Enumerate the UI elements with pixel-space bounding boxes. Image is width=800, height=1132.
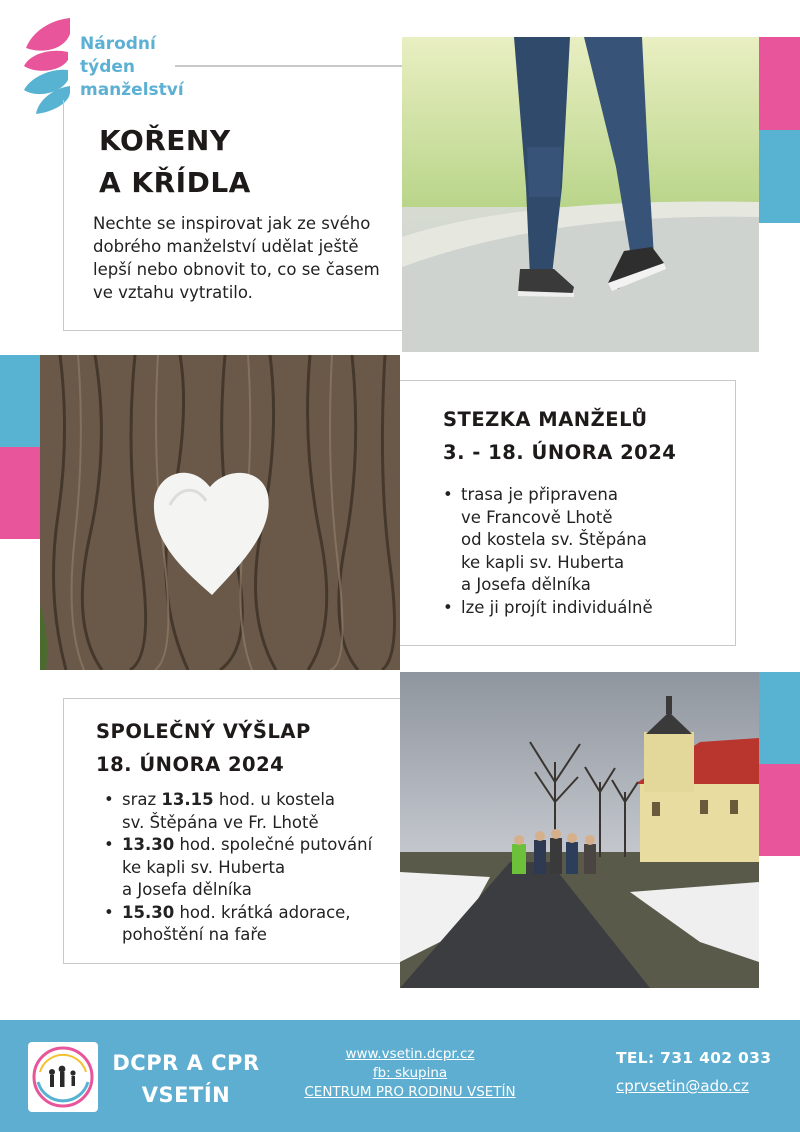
intro-title-line-1: KOŘENY (99, 124, 231, 157)
brand-divider (175, 65, 403, 67)
org-name-line-2: VSETÍN (141, 1083, 231, 1107)
stezka-item-2: • lze ji projít individuálně (443, 597, 723, 620)
brand-line-2: týden (80, 57, 136, 77)
intro-title-line-2: A KŘÍDLA (99, 166, 251, 199)
brand-line-3: manželství (80, 80, 184, 100)
family-logo-icon (28, 1042, 98, 1112)
footer-links (290, 1045, 530, 1102)
vyslap-item-3-after: hod. krátká adorace, pohoštění na faře (122, 902, 351, 944)
vyslap-title-line-1: SPOLEČNÝ VÝŠLAP (96, 720, 311, 743)
stezka-title-line-2: 3. - 18. ÚNORA 2024 (443, 441, 677, 464)
brand-line-1: Národní (80, 34, 156, 54)
vyslap-item-1-before: sraz (122, 790, 162, 809)
stezka-list (443, 484, 723, 619)
org-name (100, 1047, 272, 1111)
side-bar-pink-1 (759, 37, 800, 130)
brand-name (80, 33, 184, 102)
side-bar-blue-3 (759, 672, 800, 764)
cpr-logo (28, 1042, 98, 1112)
stezka-title-line-1: STEZKA MANŽELŮ (443, 408, 648, 431)
vyslap-title-line-2: 18. ÚNORA 2024 (96, 753, 285, 776)
vyslap-item-1-time: 13.15 (161, 790, 214, 809)
intro-text: Nechte se inspirovat jak ze svého dobrého manželství udělat ještě lepší nebo obnovit to, co se časem ve vztahu vytratilo. (93, 214, 380, 302)
side-bar-pink-3 (759, 764, 800, 856)
intro-title (99, 120, 251, 204)
group-walk-church-photo (400, 672, 759, 988)
side-bar-pink-2 (0, 447, 41, 539)
vyslap-item-1-after: hod. u kostela sv. Štěpána ve Fr. Lhotě (122, 790, 336, 832)
vyslap-item-2-after: hod. společné putování ke kapli sv. Huberta a Josefa dělníka (122, 835, 373, 899)
facebook-group-link[interactable]: CENTRUM PRO RODINU VSETÍN (304, 1084, 516, 1100)
couple-legs-photo (402, 37, 759, 352)
vyslap-title (96, 715, 311, 781)
side-bar-blue-2 (0, 355, 41, 447)
vyslap-list (104, 789, 389, 947)
phone: TEL: 731 402 033 (616, 1049, 772, 1067)
stezka-item-1: • trasa je připravena ve Francově Lhotě od kostela sv. Štěpána ke kapli sv. Huberta a Josefa dělníka (443, 484, 723, 597)
vyslap-item-2-time: 13.30 (122, 835, 175, 854)
vyslap-item-1 (104, 789, 389, 834)
footer (0, 1020, 800, 1132)
snow-heart-on-bark-photo (40, 355, 400, 670)
side-bar-blue-1 (759, 130, 800, 223)
brand-logo (20, 14, 80, 114)
vyslap-item-2 (104, 834, 389, 902)
email-link-wrap (616, 1077, 749, 1095)
heart-petals-icon (20, 14, 80, 114)
org-name-line-1: DCPR A CPR (112, 1051, 260, 1075)
vyslap-item-3 (104, 902, 389, 947)
email-link[interactable]: cprvsetin@ado.cz (616, 1077, 749, 1095)
stezka-title (443, 403, 676, 469)
vyslap-item-3-time: 15.30 (122, 902, 175, 922)
website-link[interactable]: www.vsetin.dcpr.cz (345, 1046, 475, 1062)
facebook-link[interactable]: fb: skupina (372, 1065, 448, 1081)
